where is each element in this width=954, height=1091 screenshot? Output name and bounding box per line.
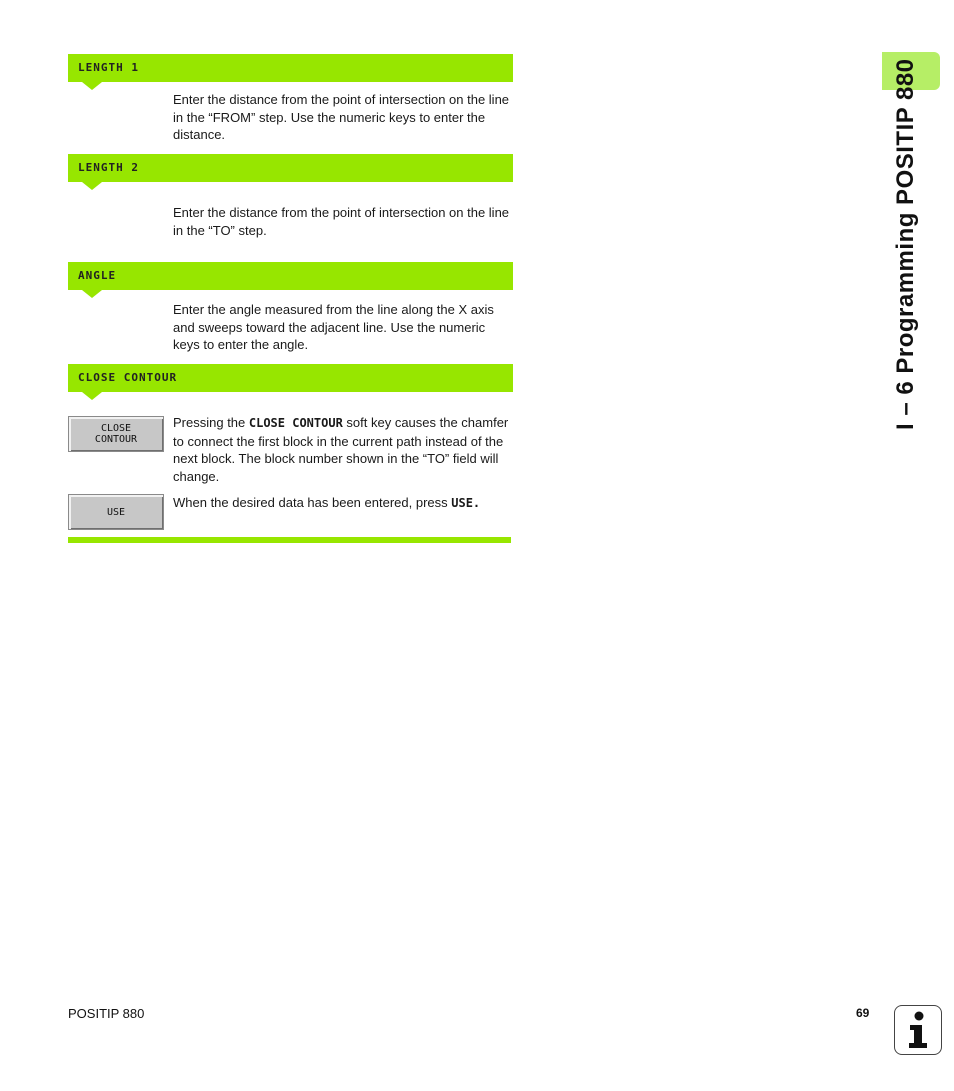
section-header-length-2 [68,154,513,182]
section-label: LENGTH 2 [78,161,139,174]
key-name: CLOSE CONTOUR [248,416,343,430]
close-contour-description [173,414,513,485]
header-pointer-icon [82,182,102,190]
chapter-title: I – 6 Programming POSITIP 880 [892,58,919,430]
info-glyph-icon [903,1010,933,1050]
footer-product-name: POSITIP 880 [68,1006,145,1021]
header-pointer-icon [82,82,102,90]
section-end-bar [68,537,511,543]
section-label: CLOSE CONTOUR [78,371,178,384]
section-header-angle [68,262,513,290]
text-part: Pressing the [173,415,249,430]
length-1-description: Enter the distance from the point of intersection on the line in the “FROM” step. Use the numeric keys to enter the distance. [173,92,510,143]
length-2-description: Enter the distance from the point of intersection on the line in the “TO” step. [173,205,510,238]
text-part: When the desired data has been entered, press [173,495,452,510]
info-icon [894,1005,942,1055]
page-number: 69 [856,1006,870,1020]
use-description [173,494,513,513]
header-pointer-icon [82,290,102,298]
section-label: ANGLE [78,269,117,282]
key-name: USE. [451,496,481,510]
angle-description: Enter the angle measured from the line along the X axis and sweeps toward the adjacent line. Use the numeric keys to enter the angle. [173,302,494,353]
text-part: soft key causes the chamfer to connect the first block in the current path instead of the next block. The block number shown in the “TO” field will change. [173,415,509,484]
header-pointer-icon [82,392,102,400]
section-header-close-contour [68,364,513,392]
use-softkey[interactable]: USE [68,494,164,530]
section-header-length-1 [68,54,513,82]
section-label: LENGTH 1 [78,61,139,74]
close-contour-softkey[interactable]: CLOSE CONTOUR [68,416,164,452]
